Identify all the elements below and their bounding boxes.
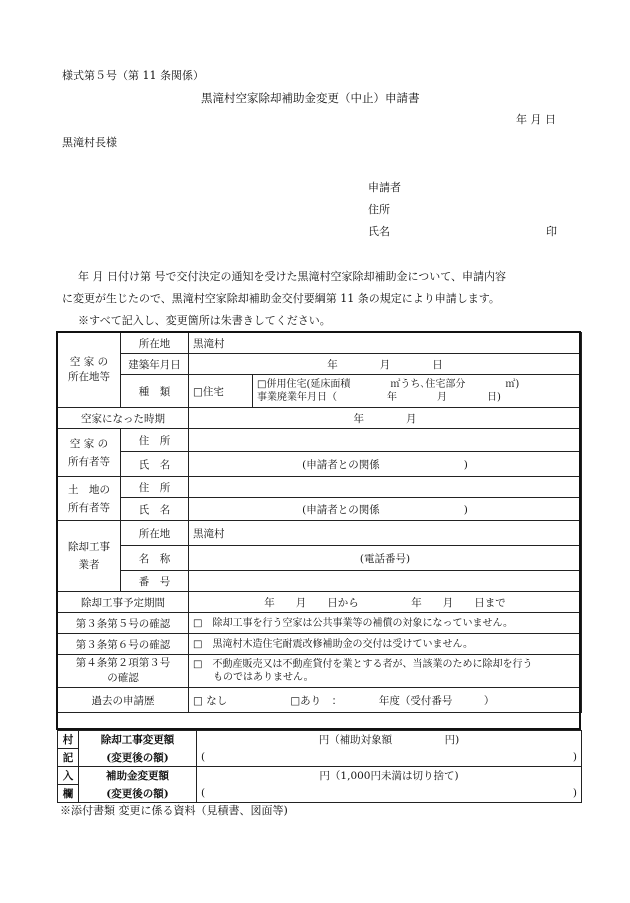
grant-close-paren: )	[572, 787, 577, 800]
grant-label-1: 補助金変更額	[79, 767, 197, 785]
village-label-char-3: 入	[58, 767, 79, 785]
contractor-tel[interactable]: (電話番号)	[189, 546, 582, 571]
cost-open-paren: (	[201, 751, 206, 764]
form-title: 黒滝村空家除却補助金変更（中止）申請書	[201, 91, 420, 105]
applicant-label: 申請者	[368, 181, 401, 194]
contractor-location-label: 所在地	[121, 521, 189, 546]
attachments-note: ※添付書類 変更に係る資料（見積書、図面等)	[60, 804, 288, 817]
type-house-checkbox[interactable]: □住宅	[189, 375, 253, 408]
period-label: 除却工事予定期間	[58, 592, 189, 613]
type-label: 種 類	[121, 375, 189, 408]
contractor-group-label: 除却工事 業者	[58, 521, 121, 592]
village-label-char-2: 記	[58, 749, 79, 767]
contractor-name-label: 名 称	[121, 546, 189, 571]
form-number: 様式第５号（第 11 条関係）	[62, 69, 204, 82]
check3-checkbox[interactable]	[189, 655, 582, 688]
cost-value-1[interactable]: 円（補助対象額 円)	[197, 731, 582, 749]
check3-line-1: □ 不動産販売又は不動産貸付を業とする者が、当該業のために除却を行う	[193, 659, 533, 670]
cost-label-2: (変更後の額)	[79, 749, 197, 767]
location-value[interactable]: 黒滝村	[189, 333, 582, 354]
check2-label: 第３条第６号の確認	[58, 634, 189, 655]
land-address-value[interactable]	[189, 477, 582, 498]
check1-checkbox[interactable]: □ 除却工事を行う空家は公共事業等の補償の対象になっていません。	[189, 613, 582, 634]
vacant-since-value[interactable]: 年 月	[189, 408, 582, 429]
check1-label: 第３条第５号の確認	[58, 613, 189, 634]
seal-mark: 印	[546, 225, 557, 238]
application-form-table	[57, 332, 582, 713]
owner-group-label: 空 家 の 所有者等	[58, 429, 121, 477]
date-line: 年 月 日	[516, 113, 556, 126]
grant-value-1[interactable]: 円（1,000円未満は切り捨て)	[197, 767, 582, 785]
applicant-name-label: 氏名	[368, 225, 390, 238]
contractor-location-value[interactable]: 黒滝村	[189, 521, 582, 546]
type-mixed-line-2: 事業廃業年月日（ 年 月 日)	[257, 392, 501, 403]
check2-checkbox[interactable]: □ 黒滝村木造住宅耐震改修補助金の交付は受けていません。	[189, 634, 582, 655]
village-label-char-4: 欄	[58, 785, 79, 803]
land-name-label: 氏 名	[121, 498, 189, 521]
owner-name-label: 氏 名	[121, 452, 189, 477]
owner-address-value[interactable]	[189, 429, 582, 452]
type-mixed-checkbox[interactable]	[253, 375, 582, 408]
village-use-table	[57, 730, 582, 803]
village-label-char-1: 村	[58, 731, 79, 749]
location-label: 所在地	[121, 333, 189, 354]
cost-value-2[interactable]	[197, 749, 582, 767]
type-mixed-line-1: □併用住宅(延床面積 ㎡うち､住宅部分 ㎡)	[257, 379, 520, 390]
built-date-label: 建築年月日	[121, 354, 189, 375]
built-date-value[interactable]: 年 月 日	[189, 354, 582, 375]
body-line-2: に変更が生じたので、黒滝村空家除却補助金交付要綱第 11 条の規定により申請します。	[62, 292, 500, 305]
grant-value-2[interactable]	[197, 785, 582, 803]
addressee: 黒滝村長様	[62, 136, 117, 149]
history-label: 過去の申請歴	[58, 688, 189, 713]
vacant-since-label: 空家になった時期	[58, 408, 189, 429]
applicant-address-label: 住所	[368, 203, 390, 216]
cost-close-paren: )	[572, 751, 577, 764]
owner-address-label: 住 所	[121, 429, 189, 452]
land-address-label: 住 所	[121, 477, 189, 498]
check3-line-2: ものではありません。	[213, 672, 314, 683]
cost-label-1: 除却工事変更額	[79, 731, 197, 749]
check3-label: 第４条第２項第３号 の確認	[58, 655, 189, 688]
history-value[interactable]: □ なし □あり ： 年度（受付番号 ）	[189, 688, 582, 713]
grant-open-paren: (	[201, 787, 206, 800]
body-note: ※すべて記入し、変更箇所は朱書きしてください。	[78, 314, 331, 327]
body-line-1: 年 月 日付け第 号で交付決定の通知を受けた黒滝村空家除却補助金について、申請内容	[78, 270, 507, 283]
land-relation[interactable]: (申請者との関係 )	[189, 498, 582, 521]
contractor-number-label: 番 号	[121, 571, 189, 592]
contractor-number-value[interactable]	[189, 571, 582, 592]
grant-label-2: (変更後の額)	[79, 785, 197, 803]
akiya-group-label: 空 家 の 所在地等	[58, 333, 121, 408]
period-value[interactable]: 年 月 日から 年 月 日まで	[189, 592, 582, 613]
owner-relation[interactable]: (申請者との関係 )	[189, 452, 582, 477]
land-group-label: 土 地の 所有者等	[58, 477, 121, 521]
